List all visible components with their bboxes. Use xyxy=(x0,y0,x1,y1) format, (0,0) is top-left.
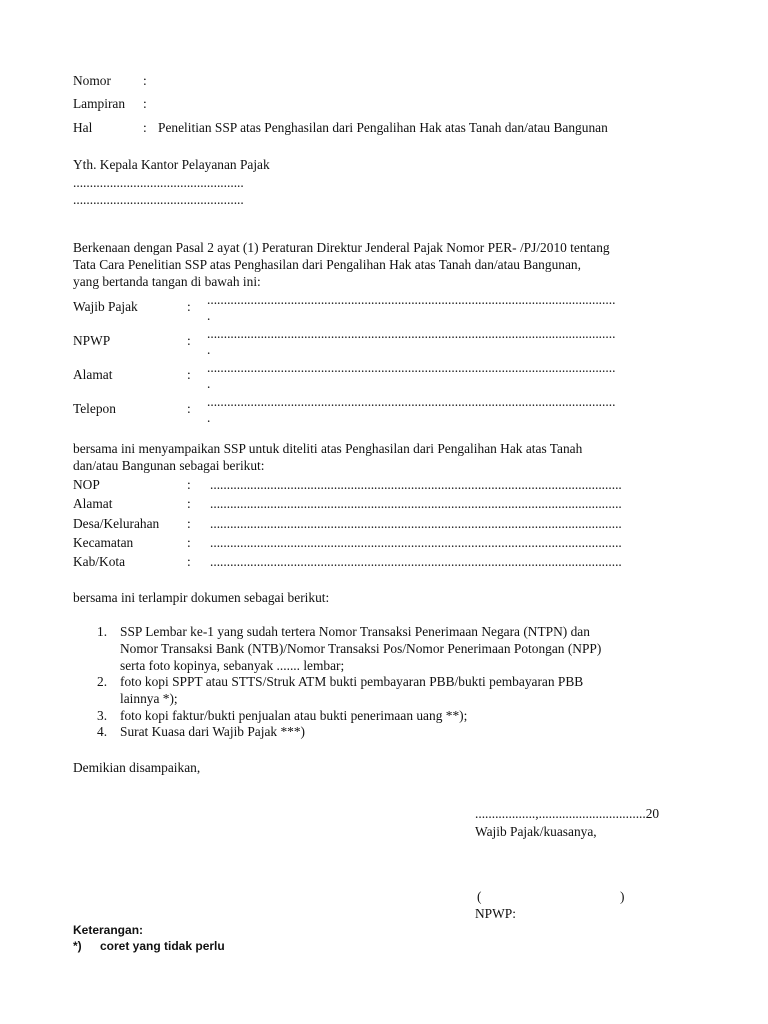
notes-mark: *) xyxy=(73,939,82,953)
field-label-kecamatan: Kecamatan xyxy=(73,535,134,550)
list-item-line: SSP Lembar ke-1 yang sudah tertera Nomor Transaksi Penerimaan Negara (NTPN) dan xyxy=(120,624,590,639)
nomor-label: Nomor xyxy=(73,73,111,88)
field-label-kab-kota: Kab/Kota xyxy=(73,554,126,569)
nomor-colon: : xyxy=(143,73,147,88)
property-intro-1: bersama ini menyampaikan SSP untuk diteliti atas Penghasilan dari Pengalihan Hak atas Tanah xyxy=(73,441,583,456)
field-dots-alamat-objek: ........................................................................................................................... xyxy=(210,496,622,511)
field-dots-alamat: .......................................................................................................................... xyxy=(207,360,616,375)
field-colon: : xyxy=(187,535,191,550)
intro-line-1: Berkenaan dengan Pasal 2 ayat (1) Peraturan Direktur Jenderal Pajak Nomor PER- /PJ/2010 tentang xyxy=(73,240,610,255)
list-number: 1. xyxy=(97,624,108,639)
list-item-line: foto kopi SPPT atau STTS/Struk ATM bukti pembayaran PBB/bukti pembayaran PBB xyxy=(120,674,584,689)
list-number: 3. xyxy=(97,708,108,723)
field-label-wajib-pajak: Wajib Pajak xyxy=(73,299,138,314)
lampiran-colon: : xyxy=(143,96,147,111)
intro-line-3: yang bertanda tangan di bawah ini: xyxy=(73,274,261,289)
field-label-npwp: NPWP xyxy=(73,333,111,348)
list-item-line: Surat Kuasa dari Wajib Pajak ***) xyxy=(120,724,305,739)
field-colon: : xyxy=(187,401,191,416)
field-label-desa: Desa/Kelurahan xyxy=(73,516,160,531)
notes-title: Keterangan: xyxy=(73,923,144,937)
intro-line-2: Tata Cara Penelitian SSP atas Penghasilan dari Pengalihan Hak atas Tanah dan/atau Bangunan, xyxy=(73,257,581,272)
field-dots-telepon: .......................................................................................................................... xyxy=(207,394,616,409)
list-number: 2. xyxy=(97,674,108,689)
attachments-intro: bersama ini terlampir dokumen sebagai berikut: xyxy=(73,590,330,605)
field-dots-desa: ........................................................................................................................... xyxy=(210,516,622,531)
hal-colon: : xyxy=(143,120,147,135)
list-item-line: serta foto kopinya, sebanyak ....... lembar; xyxy=(120,658,345,673)
field-dots-npwp: .......................................................................................................................... xyxy=(207,326,616,341)
field-label-alamat-objek: Alamat xyxy=(73,496,113,511)
field-colon: : xyxy=(187,554,191,569)
field-dots-kecamatan: ........................................................................................................................... xyxy=(210,535,622,550)
recipient-dots-1: ................................................... xyxy=(73,175,244,190)
field-colon: : xyxy=(187,496,191,511)
field-tail: . xyxy=(207,410,211,425)
hal-value: Penelitian SSP atas Penghasilan dari Pengalihan Hak atas Tanah dan/atau Bangunan xyxy=(158,120,608,135)
field-colon: : xyxy=(187,477,191,492)
field-tail: . xyxy=(207,342,211,357)
field-colon: : xyxy=(187,299,191,314)
field-label-nop: NOP xyxy=(73,477,100,492)
list-item-line: lainnya *); xyxy=(120,691,178,706)
field-label-telepon: Telepon xyxy=(73,401,116,416)
field-dots-nop: ........................................................................................................................... xyxy=(210,477,622,492)
lampiran-label: Lampiran xyxy=(73,96,126,111)
recipient-line: Yth. Kepala Kantor Pelayanan Pajak xyxy=(73,157,270,172)
signature-role: Wajib Pajak/kuasanya, xyxy=(475,824,597,839)
list-item-line: foto kopi faktur/bukti penjualan atau bukti penerimaan uang **); xyxy=(120,708,468,723)
closing-text: Demikian disampaikan, xyxy=(73,760,201,775)
signature-npwp: NPWP: xyxy=(475,906,516,921)
list-item-line: Nomor Transaksi Bank (NTB)/Nomor Transaksi Pos/Nomor Penerimaan Potongan (NPP) xyxy=(120,641,602,656)
property-intro-2: dan/atau Bangunan sebagai berikut: xyxy=(73,458,265,473)
field-label-alamat: Alamat xyxy=(73,367,113,382)
field-colon: : xyxy=(187,516,191,531)
hal-label: Hal xyxy=(73,120,93,135)
notes-text: coret yang tidak perlu xyxy=(100,939,225,953)
field-colon: : xyxy=(187,367,191,382)
recipient-dots-2: ................................................... xyxy=(73,192,244,207)
field-dots-wajib-pajak: .......................................................................................................................... xyxy=(207,292,616,307)
field-tail: . xyxy=(207,376,211,391)
field-tail: . xyxy=(207,308,211,323)
signature-date-line: ..................,................................20 xyxy=(475,806,660,821)
signature-open-paren: ( xyxy=(477,889,482,904)
signature-close-paren: ) xyxy=(620,889,625,904)
field-dots-kab-kota: ........................................................................................................................... xyxy=(210,554,622,569)
field-colon: : xyxy=(187,333,191,348)
list-number: 4. xyxy=(97,724,108,739)
